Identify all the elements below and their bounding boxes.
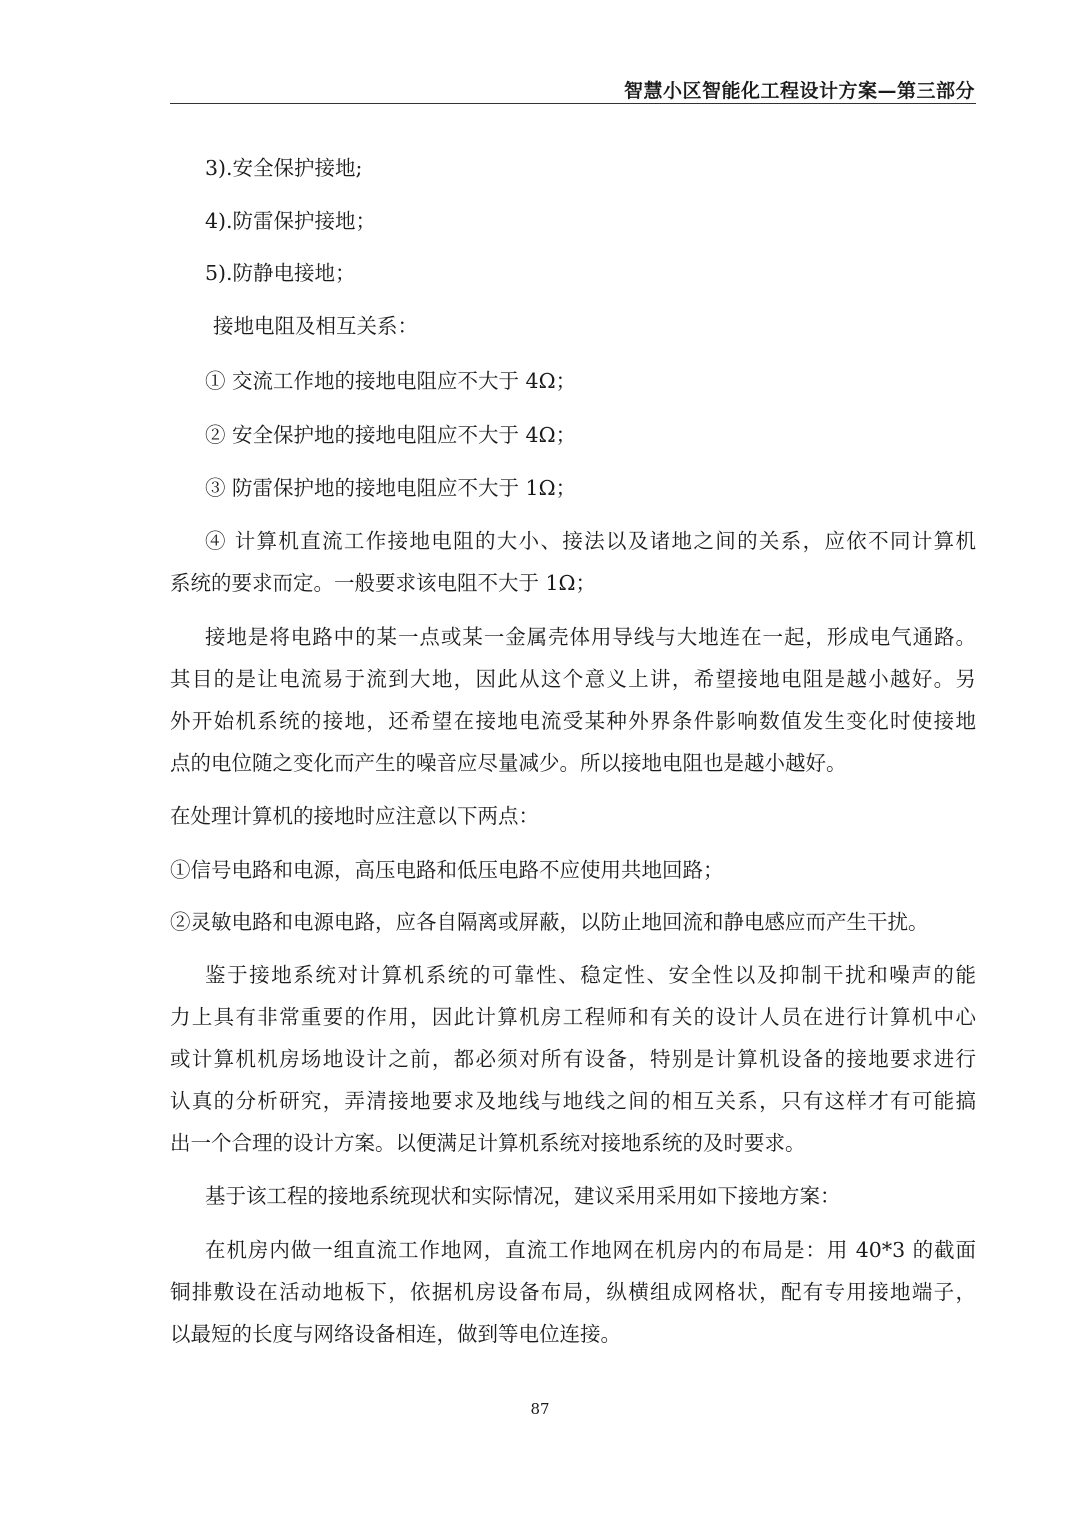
list-item: ① 交流工作地的接地电阻应不大于 4Ω； <box>205 369 577 393</box>
paragraph-line: 认真的分析研究，弄清接地要求及地线与地线之间的相互关系，只有这样才有可能搞 <box>170 1089 976 1113</box>
list-item: 5).防静电接地； <box>205 261 356 285</box>
list-item: ③ 防雷保护地的接地电阻应不大于 1Ω； <box>205 476 577 500</box>
paragraph-line: 在机房内做一组直流工作地网，直流工作地网在机房内的布局是：用 40*3 的截面 <box>205 1238 976 1262</box>
text-line: 系统的要求而定。一般要求该电阻不大于 1Ω； <box>170 571 597 595</box>
paragraph-line: 鉴于接地系统对计算机系统的可靠性、稳定性、安全性以及抑制干扰和噪声的能 <box>205 963 976 987</box>
paragraph-line: 力上具有非常重要的作用，因此计算机房工程师和有关的设计人员在进行计算机中心 <box>170 1005 976 1029</box>
list-item: ④ 计算机直流工作接地电阻的大小、接法以及诸地之间的关系，应依不同计算机 <box>205 529 976 553</box>
list-item: ②灵敏电路和电源电路，应各自隔离或屏蔽，以防止地回流和静电感应而产生干扰。 <box>170 910 929 934</box>
paragraph-line: 接地是将电路中的某一点或某一金属壳体用导线与大地连在一起，形成电气通路。 <box>205 625 976 649</box>
paragraph-line: 以最短的长度与网络设备相连，做到等电位连接。 <box>170 1322 621 1346</box>
list-item: 4).防雷保护接地； <box>205 209 377 233</box>
paragraph-line: 出一个合理的设计方案。以便满足计算机系统对接地系统的及时要求。 <box>170 1131 806 1155</box>
paragraph-line: 点的电位随之变化而产生的噪音应尽量减少。所以接地电阻也是越小越好。 <box>170 751 847 775</box>
running-header: 智慧小区智能化工程设计方案—第三部分 <box>623 80 975 102</box>
paragraph-line: 外开始机系统的接地，还希望在接地电流受某种外界条件影响数值发生变化时使接地 <box>170 709 976 733</box>
list-item: 3).安全保护接地; <box>205 156 363 180</box>
paragraph-line: 基于该工程的接地系统现状和实际情况，建议采用采用如下接地方案： <box>205 1184 841 1208</box>
paragraph-line: 或计算机机房场地设计之前，都必须对所有设备，特别是计算机设备的接地要求进行 <box>170 1047 976 1071</box>
header-rule <box>170 103 976 104</box>
paragraph-line: 铜排敷设在活动地板下，依据机房设备布局，纵横组成网格状，配有专用接地端子， <box>170 1280 976 1304</box>
paragraph-line: 其目的是让电流易于流到大地，因此从这个意义上讲，希望接地电阻是越小越好。另 <box>170 667 976 691</box>
list-item: ② 安全保护地的接地电阻应不大于 4Ω； <box>205 423 577 447</box>
section-label: 接地电阻及相互关系： <box>213 314 418 338</box>
paragraph-line: 在处理计算机的接地时应注意以下两点： <box>170 804 539 828</box>
page-number: 87 <box>530 1400 550 1418</box>
list-item: ①信号电路和电源，高压电路和低压电路不应使用共地回路； <box>170 858 724 882</box>
